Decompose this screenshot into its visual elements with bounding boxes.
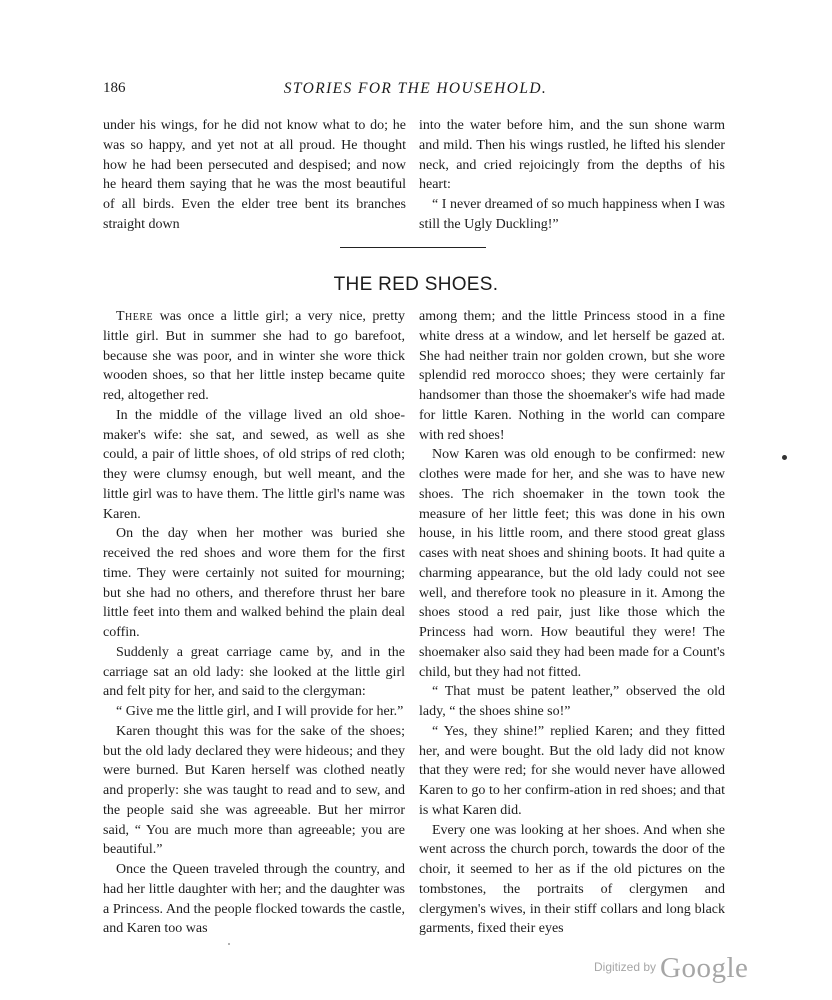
paragraph: Once the Queen traveled through the country, and had her little daughter with her; and the daughter was a Princess. And the people flocked towards the castle, and Karen too was <box>103 862 405 937</box>
story-title: THE RED SHOES. <box>333 274 499 295</box>
paragraph: “ I never dreamed of so much happiness when I was still the Ugly Duckling!” <box>419 197 725 232</box>
section-divider <box>340 247 486 248</box>
watermark-prefix: Digitized by <box>594 960 657 974</box>
paragraph: In the middle of the village lived an old shoe-maker's wife: she sat, and sewed, as well as she could, a pair of little shoes, of old strips of red cloth; they were clumsy enough, but well meant, and the little girl was to have them. The little girl's name was Karen. <box>103 407 405 522</box>
story-column-right <box>419 307 725 939</box>
opening-word: There <box>116 309 154 324</box>
paragraph: Suddenly a great carriage came by, and in the carriage sat an old lady: she looked at the little girl and felt pity for her, and said to the clergyman: <box>103 644 405 700</box>
paragraph: under his wings, for he did not know what to do; he was so happy, and yet not at all proud. He thought how he had been persecuted and despised; and now he heard them saying that he was the most beautiful of all birds. Even the elder tree bent its branches straight down <box>103 118 406 232</box>
previous-story-column-left <box>103 116 406 235</box>
paragraph: among them; and the little Princess stood in a fine white dress at a window, and let herself be gazed at. She had neither train nor golden crown, but she wore splendid red morocco shoes; they were certainly far handsomer than those the shoemaker's wife had made for little Karen. Nothing in the world can compare with red shoes! <box>419 309 725 443</box>
google-logo: Google <box>660 952 749 984</box>
paragraph: into the water before him, and the sun shone warm and mild. Then his wings rustled, he lifted his slender neck, and cried rejoicingly from the depths of his heart: <box>419 118 725 193</box>
paragraph: Every one was looking at her shoes. And when she went across the church porch, towards the door of the choir, it seemed to her as if the old pictures on the tombstones, the portraits of clergymen and clergymen's wives, in their stiff collars and long black garments, fixed their eyes <box>419 822 725 937</box>
digitized-watermark <box>594 952 748 984</box>
paragraph: Karen thought this was for the sake of the shoes; but the old lady declared they were hideous; and they were burned. But Karen herself was clothed neatly and properly: she was taught to read and to sew, and the people said she was agreeable. But her mirror said, “ You are much more than agreeable; you are beautiful.” <box>103 723 405 858</box>
paragraph: “ Give me the little girl, and I will provide for her.” <box>116 704 404 719</box>
ink-speck <box>782 455 787 460</box>
page-number: 186 <box>103 80 126 96</box>
running-title: STORIES FOR THE HOUSEHOLD. <box>283 80 548 97</box>
paragraph: On the day when her mother was buried she received the red shoes and wore them for the first time. They were certainly not suited for mourning; but she had no others, and therefore thrust her bare little feet into them and walked behind the plain deal coffin. <box>103 526 405 640</box>
opening-paragraph <box>103 307 405 406</box>
opening-text: was once a little girl; a very nice, pretty little girl. But in summer she had to go barefoot, because she was poor, and in winter she wore thick wooden shoes, so that her little instep became quite red, altogether red. <box>103 309 405 403</box>
story-column-left <box>103 307 405 939</box>
running-header <box>103 80 728 102</box>
previous-story-column-right <box>419 116 725 235</box>
paragraph: Now Karen was old enough to be confirmed: new clothes were made for her, and she was to have new shoes. The rich shoemaker in the town took the measure of her little feet; this was done in his own house, in his little room, and there stood great glass cases with neat shoes and shining boots. It had quite a charming appearance, but the old lady could not see well, and therefore took no pleasure in it. Among the shoes stood a red pair, just like those which the Princess had worn. How beautiful they were! The shoemaker also said they had been made for a Count's child, but they had not fitted. <box>419 447 725 680</box>
paragraph: “ That must be patent leather,” observed the old lady, “ the shoes shine so!” <box>419 684 725 719</box>
ink-speck <box>228 943 230 945</box>
paragraph: “ Yes, they shine!” replied Karen; and they fitted her, and were bought. But the old lady did not know that they were red; for she would never have allowed Karen to go to her confirm-ation in red shoes; and that is what Karen did. <box>419 723 725 818</box>
